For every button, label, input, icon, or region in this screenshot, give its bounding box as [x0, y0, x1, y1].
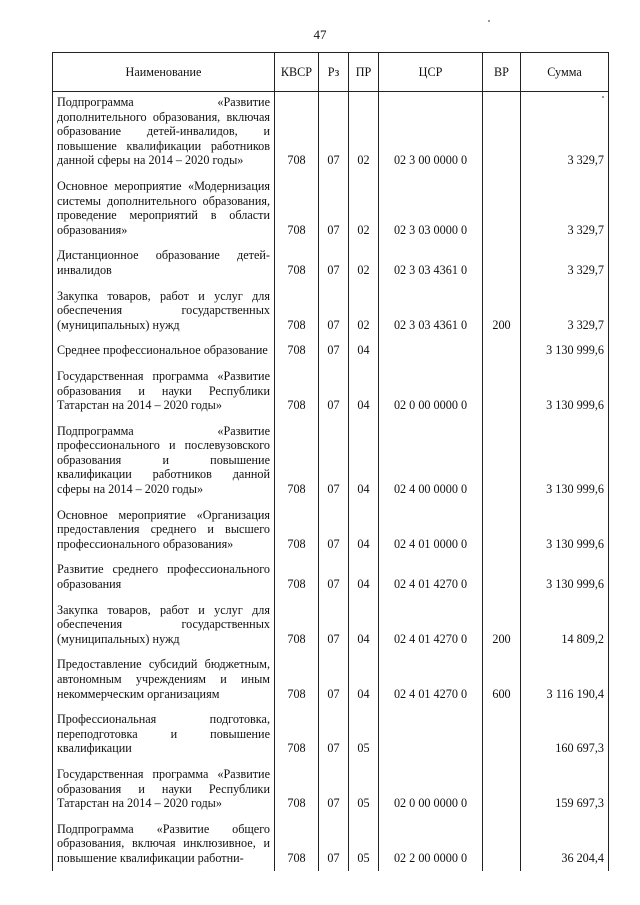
- header-vr: ВР: [483, 53, 521, 92]
- cell-vr: [483, 761, 521, 816]
- cell-kvsr: 708: [275, 283, 319, 338]
- cell-pr: 02: [349, 242, 379, 282]
- cell-pr: 05: [349, 706, 379, 761]
- cell-sum: 3 130 999,6: [521, 556, 609, 596]
- cell-kvsr: 708: [275, 337, 319, 363]
- cell-kvsr: 708: [275, 556, 319, 596]
- cell-vr: 200: [483, 283, 521, 338]
- cell-kvsr: 708: [275, 92, 319, 173]
- cell-sum: 3 130 999,6: [521, 418, 609, 502]
- cell-sum: 159 697,3: [521, 761, 609, 816]
- cell-sum: 3 130 999,6: [521, 337, 609, 363]
- cell-rz: 07: [319, 363, 349, 418]
- cell-kvsr: 708: [275, 502, 319, 557]
- table-row: [53, 556, 609, 596]
- cell-pr: 04: [349, 651, 379, 706]
- cell-sum: 3 130 999,6: [521, 363, 609, 418]
- cell-kvsr: 708: [275, 706, 319, 761]
- cell-name: Подпрограмма «Развитие профессионального и послевузовского образования и повышение квалификации работников данной сферы на 2014 – 2020 годы»: [53, 418, 275, 502]
- cell-name: Закупка товаров, работ и услуг для обеспечения государственных (муниципальных) нужд: [53, 597, 275, 652]
- cell-vr: [483, 173, 521, 242]
- header-csr: ЦСР: [379, 53, 483, 92]
- cell-vr: [483, 363, 521, 418]
- cell-name: Государственная программа «Развитие образования и науки Республики Татарстан на 2014 – 2020 годы»: [53, 761, 275, 816]
- cell-rz: 07: [319, 337, 349, 363]
- cell-vr: [483, 242, 521, 282]
- cell-vr: 600: [483, 651, 521, 706]
- header-rz: Рз: [319, 53, 349, 92]
- cell-rz: 07: [319, 502, 349, 557]
- cell-csr: 02 0 00 0000 0: [379, 761, 483, 816]
- table-row: [53, 173, 609, 242]
- header-sum: Сумма: [521, 53, 609, 92]
- table-header-row: [53, 53, 609, 92]
- cell-pr: 04: [349, 556, 379, 596]
- cell-csr: 02 3 03 0000 0: [379, 173, 483, 242]
- cell-rz: 07: [319, 173, 349, 242]
- cell-sum: 3 329,7: [521, 242, 609, 282]
- table-row: [53, 597, 609, 652]
- cell-name: Основное мероприятие «Модернизация системы дополнительного образования, проведение мероприятий в области образования»: [53, 173, 275, 242]
- cell-pr: 05: [349, 761, 379, 816]
- cell-vr: [483, 418, 521, 502]
- cell-vr: [483, 556, 521, 596]
- cell-pr: 04: [349, 597, 379, 652]
- cell-kvsr: 708: [275, 761, 319, 816]
- cell-vr: [483, 337, 521, 363]
- cell-csr: 02 4 01 4270 0: [379, 651, 483, 706]
- table-row: [53, 706, 609, 761]
- cell-sum: 3 329,7: [521, 92, 609, 173]
- cell-csr: [379, 337, 483, 363]
- cell-pr: 04: [349, 502, 379, 557]
- cell-csr: [379, 706, 483, 761]
- cell-pr: 02: [349, 173, 379, 242]
- table-row: [53, 651, 609, 706]
- cell-name: Государственная программа «Развитие образования и науки Республики Татарстан на 2014 – 2020 годы»: [53, 363, 275, 418]
- cell-name: Подпрограмма «Развитие дополнительного образования, включая образование детей-инвалидов, и повышение квалификации работников данной сферы на 2014 – 2020 годы»: [53, 92, 275, 173]
- cell-kvsr: 708: [275, 363, 319, 418]
- cell-csr: 02 4 01 4270 0: [379, 556, 483, 596]
- cell-rz: 07: [319, 283, 349, 338]
- cell-name: Подпрограмма «Развитие общего образования, включая инклюзивное, и повышение квалификации работни-: [53, 816, 275, 871]
- table-row: [53, 242, 609, 282]
- cell-rz: 07: [319, 92, 349, 173]
- cell-name: Профессиональная подготовка, переподготовка и повышение квалификации: [53, 706, 275, 761]
- cell-rz: 07: [319, 706, 349, 761]
- table-row: [53, 283, 609, 338]
- cell-rz: 07: [319, 651, 349, 706]
- table-row: [53, 92, 609, 173]
- cell-kvsr: 708: [275, 242, 319, 282]
- cell-rz: 07: [319, 556, 349, 596]
- page-number: 47: [313, 27, 327, 42]
- table-row: [53, 337, 609, 363]
- scan-speck: [488, 20, 490, 22]
- cell-name: Развитие среднего профессионального образования: [53, 556, 275, 596]
- cell-pr: 04: [349, 418, 379, 502]
- cell-kvsr: 708: [275, 173, 319, 242]
- cell-vr: [483, 816, 521, 871]
- cell-vr: [483, 706, 521, 761]
- cell-sum: 160 697,3: [521, 706, 609, 761]
- cell-sum: 36 204,4: [521, 816, 609, 871]
- cell-csr: 02 4 00 0000 0: [379, 418, 483, 502]
- cell-name: Дистанционное образование детей-инвалидов: [53, 242, 275, 282]
- header-pr: ПР: [349, 53, 379, 92]
- cell-csr: 02 4 01 0000 0: [379, 502, 483, 557]
- cell-sum: 3 329,7: [521, 283, 609, 338]
- cell-kvsr: 708: [275, 816, 319, 871]
- cell-csr: 02 0 00 0000 0: [379, 363, 483, 418]
- table-row: [53, 761, 609, 816]
- cell-vr: [483, 502, 521, 557]
- budget-table: [52, 52, 609, 871]
- cell-csr: 02 2 00 0000 0: [379, 816, 483, 871]
- cell-sum: 3 130 999,6: [521, 502, 609, 557]
- cell-name: Закупка товаров, работ и услуг для обеспечения государственных (муниципальных) нужд: [53, 283, 275, 338]
- cell-rz: 07: [319, 597, 349, 652]
- cell-pr: 05: [349, 816, 379, 871]
- cell-csr: 02 3 03 4361 0: [379, 242, 483, 282]
- cell-csr: 02 3 03 4361 0: [379, 283, 483, 338]
- cell-rz: 07: [319, 761, 349, 816]
- cell-csr: 02 3 00 0000 0: [379, 92, 483, 173]
- table-row: [53, 816, 609, 871]
- cell-name: Среднее профессиональное образование: [53, 337, 275, 363]
- table-row: [53, 502, 609, 557]
- cell-sum: 3 329,7: [521, 173, 609, 242]
- scan-speck: [602, 96, 604, 98]
- header-kvsr: КВСР: [275, 53, 319, 92]
- table-row: [53, 363, 609, 418]
- cell-kvsr: 708: [275, 597, 319, 652]
- cell-sum: 3 116 190,4: [521, 651, 609, 706]
- cell-vr: [483, 92, 521, 173]
- cell-rz: 07: [319, 816, 349, 871]
- cell-kvsr: 708: [275, 418, 319, 502]
- header-name: Наименование: [53, 53, 275, 92]
- cell-pr: 02: [349, 283, 379, 338]
- cell-rz: 07: [319, 418, 349, 502]
- table-row: [53, 418, 609, 502]
- cell-pr: 04: [349, 337, 379, 363]
- cell-vr: 200: [483, 597, 521, 652]
- cell-sum: 14 809,2: [521, 597, 609, 652]
- cell-name: Предоставление субсидий бюджетным, автономным учреждениям и иным некоммерческим организациям: [53, 651, 275, 706]
- cell-rz: 07: [319, 242, 349, 282]
- cell-pr: 04: [349, 363, 379, 418]
- cell-name: Основное мероприятие «Организация предоставления среднего и высшего профессионального образования»: [53, 502, 275, 557]
- cell-pr: 02: [349, 92, 379, 173]
- cell-kvsr: 708: [275, 651, 319, 706]
- cell-csr: 02 4 01 4270 0: [379, 597, 483, 652]
